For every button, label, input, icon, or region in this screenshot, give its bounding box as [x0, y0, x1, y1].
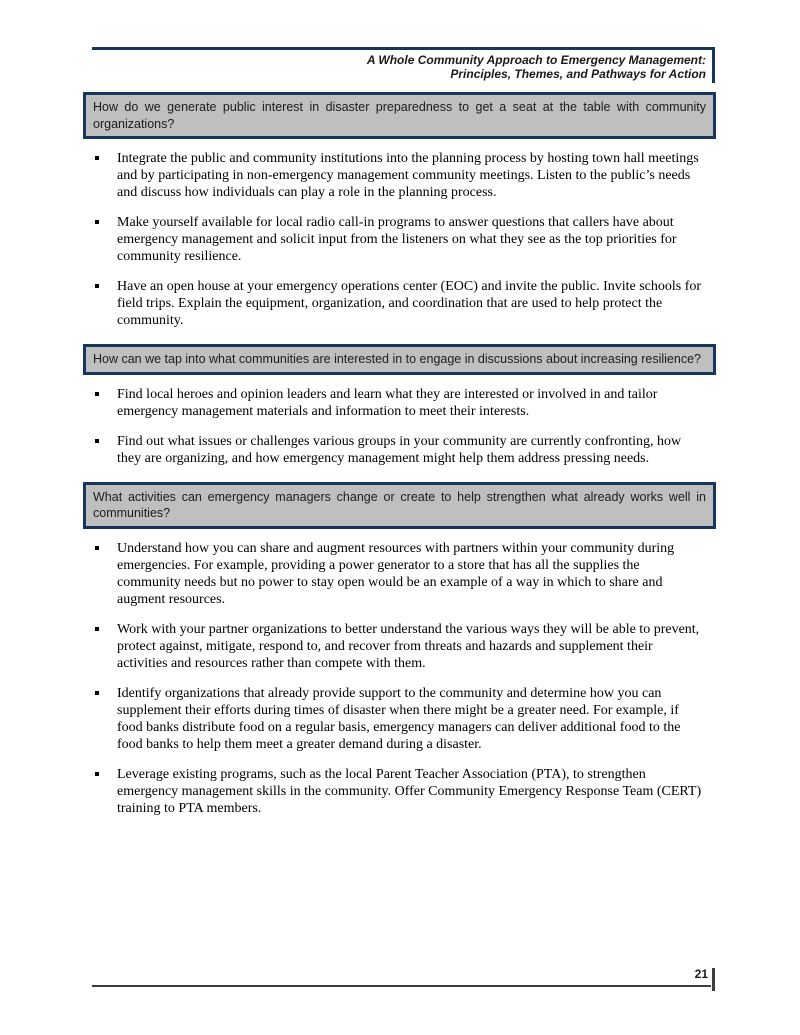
bullet-text: Make yourself available for local radio call-in programs to answer questions that callers have about emergency management and solicit input from the listeners on what they see as the top priorities for community resilience. [117, 215, 677, 264]
bullet-item [83, 386, 716, 420]
bullet-text: Integrate the public and community institutions into the planning process by hosting town hall meetings and by participating in non-emergency management community meetings. Listen to the public’s needs and discuss how individuals can play a role in the planning process. [117, 151, 699, 200]
bullet-item [83, 766, 716, 817]
bullet-item [83, 150, 716, 201]
bullet-text: Leverage existing programs, such as the local Parent Teacher Association (PTA), to strengthen emergency management skills in the community. Offer Community Emergency Response Team (CERT) training to PTA members. [117, 766, 702, 816]
bullet-text: Understand how you can share and augment resources with partners within your community during emergencies. For example, providing a power generator to a store that has all the supplies the community needs but no power to stay open would be an example of a way in which to share and augment resources. [117, 540, 675, 607]
bullet-text: Work with your partner organizations to better understand the various ways they will be able to prevent, protect against, mitigate, respond to, and recover from threats and hazards and supplement their activities and resources rather than compete with them. [117, 621, 700, 671]
header-title-line1: A Whole Community Approach to Emergency Management: [366, 53, 706, 67]
header-right-tick-rule [712, 47, 715, 83]
footer-rule [92, 985, 711, 987]
bullet-list-3 [83, 540, 716, 817]
page-number: 21 [694, 967, 708, 981]
bullet-item [83, 621, 716, 672]
bullet-item [83, 685, 716, 753]
bullet-item [83, 540, 716, 608]
bullet-list-2 [83, 386, 716, 467]
header-title-line2: Principles, Themes, and Pathways for Action [450, 67, 706, 81]
page-header [92, 47, 714, 81]
bullet-item [83, 214, 716, 265]
bullet-square-icon [95, 546, 99, 550]
bullet-text: Have an open house at your emergency operations center (EOC) and invite the public. Invite schools for field trips. Explain the equipment, organization, and coordination that are used to help protect the community. [117, 279, 702, 328]
page-content [83, 92, 716, 830]
footer-right-tick-rule [712, 968, 715, 991]
bullet-square-icon [95, 156, 99, 160]
bullet-list-1 [83, 150, 716, 329]
bullet-square-icon [95, 392, 99, 396]
bullet-text: Find out what issues or challenges various groups in your community are currently confronting, how they are organizing, and how emergency management might help them address pressing needs. [117, 433, 682, 466]
question-box-2: How can we tap into what communities are interested in to engage in discussions about increasing resilience? [83, 344, 716, 375]
bullet-item [83, 278, 716, 329]
bullet-text: Identify organizations that already provide support to the community and determine how you can supplement their efforts during times of disaster when there might be a greater need. For example, if food banks distribute food on a regular basis, emergency managers can deliver additional food to the food banks to help them meet a greater demand during a disaster. [117, 685, 681, 752]
question-box-3: What activities can emergency managers change or create to help strengthen what already works well in communities? [83, 482, 716, 529]
bullet-square-icon [95, 691, 99, 695]
bullet-text: Find local heroes and opinion leaders and learn what they are interested or involved in and tailor emergency management materials and information to meet their interests. [117, 386, 658, 419]
bullet-square-icon [95, 284, 99, 288]
bullet-item [83, 433, 716, 467]
bullet-square-icon [95, 627, 99, 631]
bullet-square-icon [95, 220, 99, 224]
bullet-square-icon [95, 439, 99, 443]
bullet-square-icon [95, 772, 99, 776]
question-box-1: How do we generate public interest in disaster preparedness to get a seat at the table with community organizations? [83, 92, 716, 139]
